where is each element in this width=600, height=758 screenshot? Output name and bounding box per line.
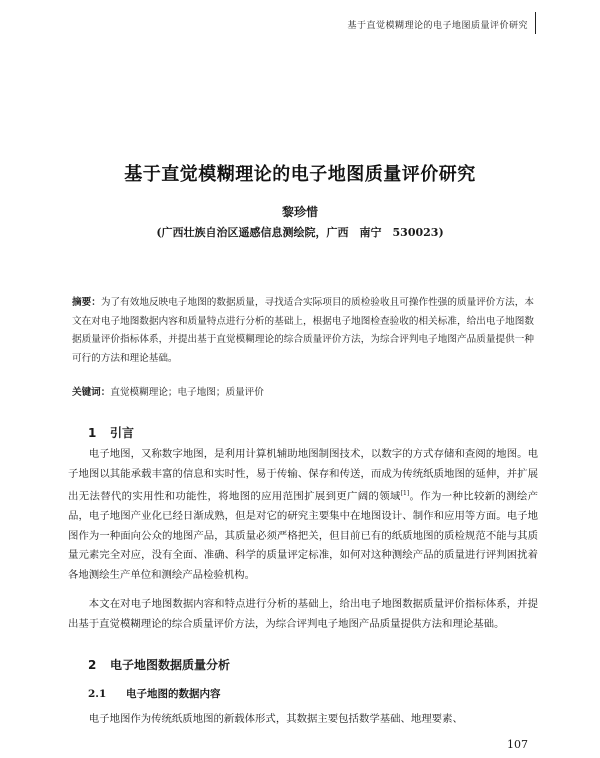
paragraph-intro-2 [68,595,538,634]
paragraph-text-cont: 。作为一种比较新的测绘产品，电子地图产业化已经日渐成熟，但是对它的研究主要集中在地图设计、制作和应用等方面。电子地图作为一种面向公众的地图产品，其质量必须严格把关，但目前已有的纸质地图的质检规范不能与其质量元素完全对应，没有全面、准确、科学的质量评定标准，如何对这种测绘产品的质量进行评判困扰着各地测绘生产单位和测绘产品检验机构。 [68,490,539,582]
section-heading-quality-analysis [88,656,230,673]
abstract-label: 摘要： [72,297,101,308]
section-number: 1 [88,426,97,440]
section-heading-introduction [88,424,134,441]
subsection-heading-data-content [88,686,221,701]
section-title: 电子地图数据质量分析 [110,658,231,672]
section-number: 2 [88,658,97,672]
paper-title: 基于直觉模糊理论的电子地图质量评价研究 [124,164,476,185]
keywords-text: 直觉模糊理论；电子地图；质量评价 [110,387,264,398]
page-number: 107 [507,738,528,751]
header-rule [535,12,536,34]
author-name: 黎珍惜 [281,205,318,219]
paragraph-text: 电子地图作为传统纸质地图的新载体形式，其数据主要包括数学基础、地理要素、 [88,713,463,725]
keywords [72,384,534,402]
abstract-text: 为了有效地反映电子地图的数据质量，寻找适合实际项目的质检验收且可操作性强的质量评价方法，本文在对电子地图数据内容和质量特点进行分析的基础上，根据电子地图检查验收的相关标准，给出电子地图数据质量评价指标体系，并提出基于直觉模糊理论的综合质量评价方法，为综合评判电子地图产品质量提供一种可行的方法和理论基础。 [72,297,535,364]
running-header: 基于直觉模糊理论的电子地图质量评价研究 [347,21,528,31]
paragraph-text: 电子地图，又称数字地图，是利用计算机辅助地图制图技术，以数字的方式存储和查阅的地图。电子地图以其能承载丰富的信息和实时性，易于传输、保存和传送，而成为传统纸质地图的延伸，并扩展出无法替代的实用性和功能性，将地图的应用范围扩展到更广阔的领域 [68,448,538,503]
abstract [72,294,534,368]
subsection-title: 电子地图的数据内容 [126,688,221,700]
keywords-label: 关键词： [72,387,111,398]
paragraph-text: 本文在对电子地图数据内容和特点进行分析的基础上，给出电子地图数据质量评价指标体系，并提出基于直觉模糊理论的综合质量评价方法，为综合评判电子地图产品质量提供方法和理论基础。 [68,598,538,630]
citation-ref: [1] [400,490,410,498]
section-title: 引言 [110,426,135,440]
paragraph-data-content [68,710,538,730]
author-affiliation: (广西壮族自治区遥感信息测绘院，广西 南宁 530023) [156,226,444,239]
subsection-number: 2.1 [88,688,107,700]
paragraph-intro-1 [68,445,538,586]
